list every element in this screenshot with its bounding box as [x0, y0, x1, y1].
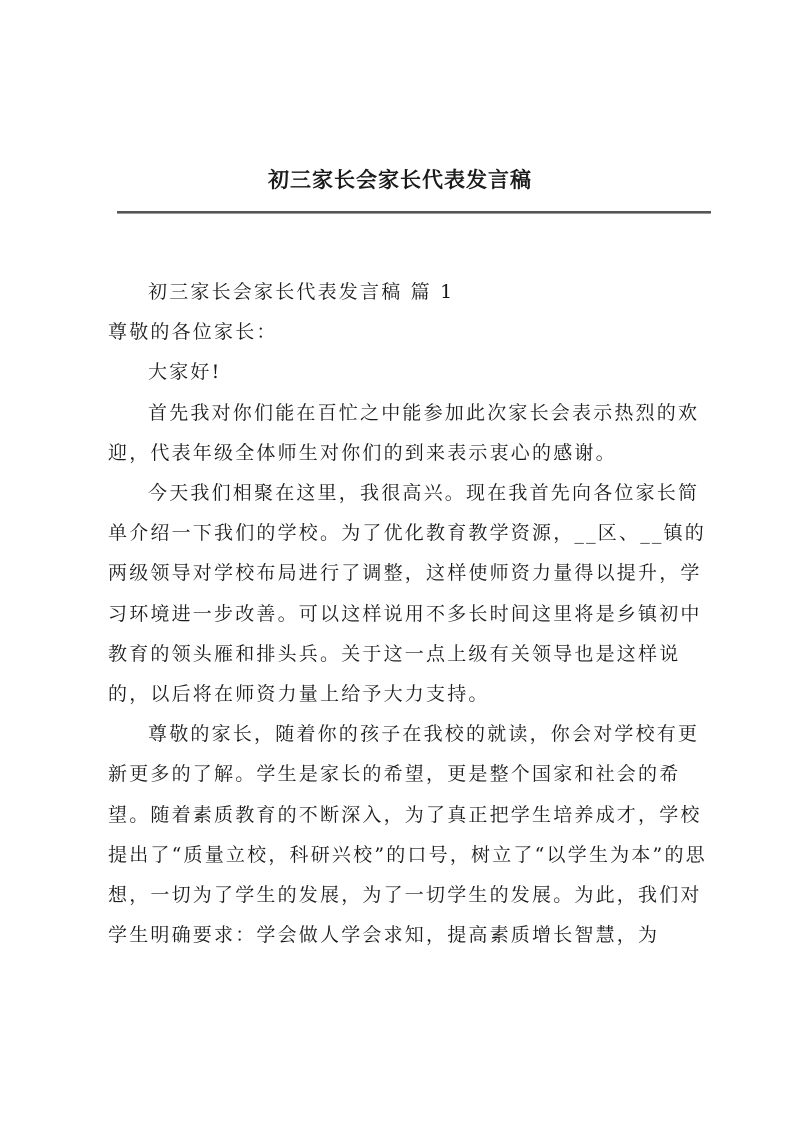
document-body [108, 272, 714, 955]
section-heading: 初三家长会家长代表发言稿 篇 1 [148, 281, 455, 303]
paragraph: 首先我对你们能在百忙之中能参加此次家长会表示热烈的欢迎，代表年级全体师生对你们的到来表示衷心的感谢。 [108, 401, 700, 464]
document-title: 初三家长会家长代表发言稿 [268, 167, 532, 192]
salutation: 尊敬的各位家长： [108, 321, 278, 344]
paragraph: 尊敬的家长，随着你的孩子在我校的就读，你会对学校有更新更多的了解。学生是家长的希望，更是整个国家和社会的希望。随着素质教育的不断深入，为了真正把学生培养成才，学校提出了“质量立校，科研兴校”的口号，树立了“以学生为本”的思想，一切为了学生的发展，为了一切学生的发展。为此，我们对学生明确要求：学会做人学会求知，提高素质增长智慧，为 [108, 723, 707, 947]
title-divider [117, 211, 711, 214]
greeting: 大家好! [148, 361, 222, 384]
paragraph: 今天我们相聚在这里，我很高兴。现在我首先向各位家长简单介绍一下我们的学校。为了优化教育教学资源，__区、__镇的两级领导对学校布局进行了调整，这样使师资力量得以提升，学习环境进一步改善。可以这样说用不多长时间这里将是乡镇初中教育的领头雁和排头兵。关于这一点上级有关领导也是这样说的，以后将在师资力量上给予大力支持。 [108, 482, 707, 706]
